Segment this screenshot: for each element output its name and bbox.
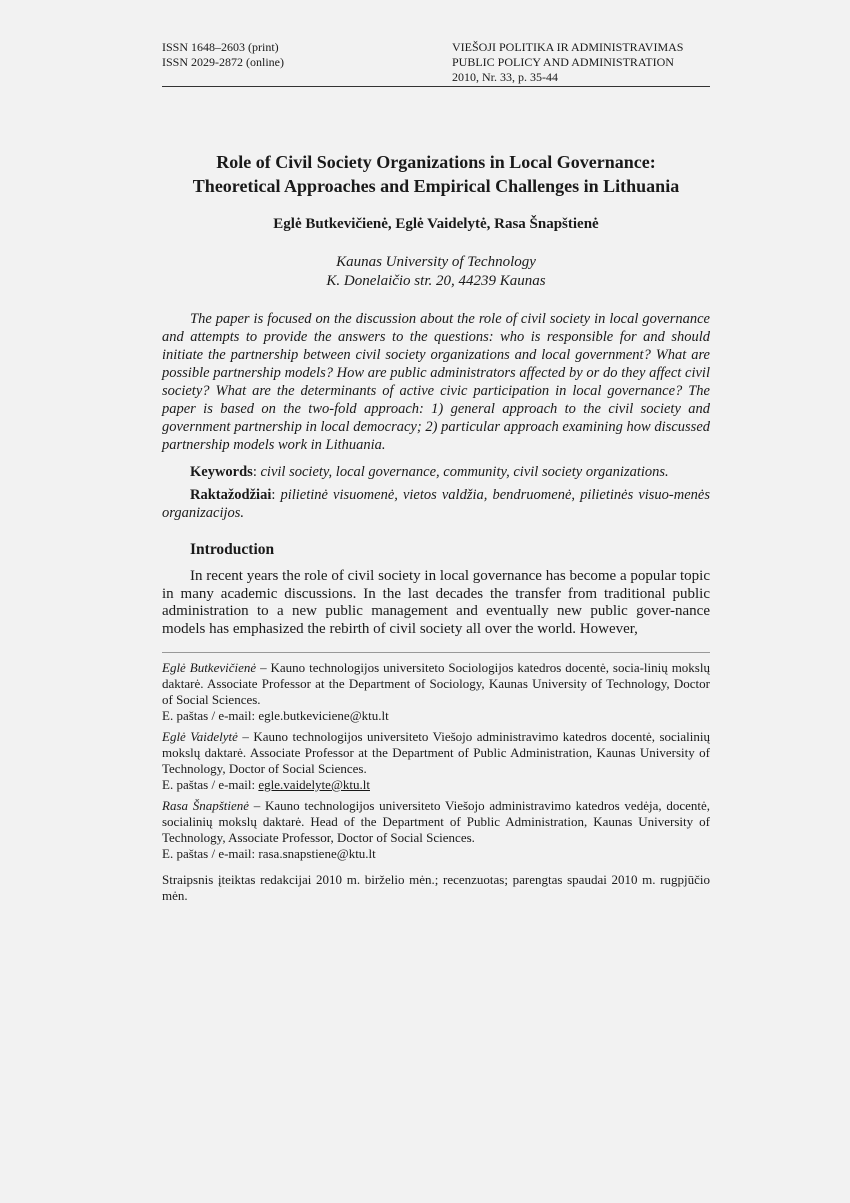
footnote-author-email: E. paštas / e-mail: rasa.snapstiene@ktu.lt [162,846,376,861]
journal-issue: 2010, Nr. 33, p. 35-44 [452,70,558,84]
footnote-author-bio: – Kauno technologijos universiteto Viešojo administravimo katedros docentė, socialinių mokslų daktarė. Associate Professor at the Department of Public Administration, Kaunas University of Technology, Doctor of Social Sciences. [162,729,710,776]
issn-print: ISSN 1648–2603 (print) [162,40,279,54]
introduction-heading: Introduction [190,541,275,558]
journal-block [452,40,683,85]
keywords-lt-text: pilietinė visuomenė, vietos valdžia, bendruomenė, pilietinės visuo-menės organizacijos. [162,487,710,521]
footnote-author-name: Eglė Vaidelytė [162,729,238,744]
keywords-lt: Raktažodžiai: pilietinė visuomenė, vietos valdžia, bendruomenė, pilietinės visuo-menės organizacijos. [162,487,710,521]
footnote-author-3 [162,798,710,862]
footnote-author-email: E. paštas / e-mail: egle.butkeviciene@ktu.lt [162,708,389,723]
journal-name-lt: VIEŠOJI POLITIKA IR ADMINISTRAVIMAS [452,40,684,54]
footnote-author-bio: – Kauno technologijos universiteto Viešojo administravimo katedros vedėja, docentė, socialinių mokslų daktarė. Head of the Department of Public Administration, Kaunas University of Technology, Associate Professor, Doctor of Social Sciences. [162,798,710,845]
submission-note: Straipsnis įteiktas redakcijai 2010 m. birželio mėn.; recenzuotas; parengtas spaudai 2010 m. rugpjūčio mėn. [162,872,710,903]
issn-block [162,40,284,70]
footnote-author-email [162,777,710,793]
email-prefix: E. paštas / e-mail: [162,777,259,792]
footnote-author-name: Rasa Šnapštienė [162,798,250,813]
abstract: The paper is focused on the discussion about the role of civil society in local governance and attempts to provide the answers to the questions: who is responsible for and should initiate the partnership between civil society organizations and local government? What are possible partnership models? How are public administrators affected by or do they affect civil society? What are the determinants of active civic participation in local governance? The paper is based on the two-fold approach: 1) general approach to the civil society and government partnership in local democracy; 2) particular approach examining how discussed partnership models work in Lithuania. [162,311,710,453]
keywords: Keywords: civil society, local governance, community, civil society organizations. [190,464,669,480]
journal-name-en: PUBLIC POLICY AND ADMINISTRATION [452,55,674,69]
introduction-paragraph: In recent years the role of civil society in local governance has become a popular topic in many academic discussions. In the last decades the transfer from traditional public administration to a new public management and eventually new public gover-nance models has emphasized the rebirth of civil society all over the world. However, [162,568,710,637]
affiliation [150,253,722,291]
footnote-author-name: Eglė Butkevičienė [162,660,257,675]
title-line-1: Role of Civil Society Organizations in Local Governance: [216,152,656,172]
paper-title [150,150,722,198]
footnote-author-bio: – Kauno technologijos universiteto Sociologijos katedros docentė, socia-linių mokslų daktarė. Associate Professor at the Department of Sociology, Kaunas University of Technology, Doctor of Social Sciences. [162,660,710,707]
keywords-text: civil society, local governance, community, civil society organizations. [260,464,669,480]
header-divider [162,86,710,87]
issn-online: ISSN 2029-2872 (online) [162,55,284,69]
keywords-label: Keywords [190,464,253,480]
affiliation-address: K. Donelaičio str. 20, 44239 Kaunas [326,273,546,289]
affiliation-institution: Kaunas University of Technology [336,254,536,270]
title-line-2: Theoretical Approaches and Empirical Challenges in Lithuania [192,176,680,196]
footnote-author-2 [162,729,710,793]
email-link[interactable]: egle.vaidelyte@ktu.lt [258,777,370,792]
author-list: Eglė Butkevičienė, Eglė Vaidelytė, Rasa Šnapštienė [273,216,599,232]
keywords-lt-label: Raktažodžiai [190,487,272,503]
footnote-divider [162,652,710,653]
footnote-author-1 [162,660,710,724]
